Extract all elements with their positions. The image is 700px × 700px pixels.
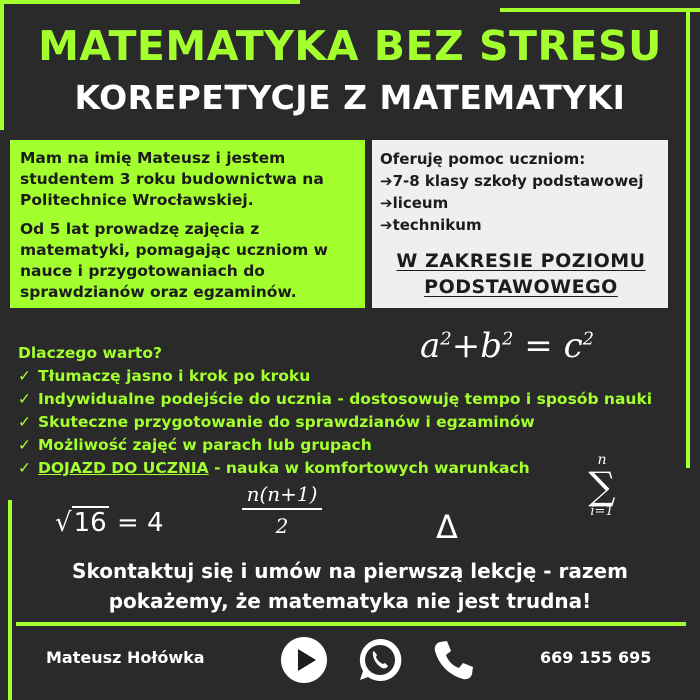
offer-item: ➔technikum bbox=[380, 216, 482, 234]
fraction-formula: $\frac{n(n+1)}{2}$ bbox=[242, 482, 322, 538]
check-icon: ✓ bbox=[18, 390, 31, 408]
pythagoras-formula: $a^2+b^2 = c^2$ bbox=[420, 326, 595, 366]
call-to-action: Skontaktuj się i umów na pierwszą lekcję - razem pokażemy, że matematyka nie jest trudna! bbox=[72, 559, 628, 613]
offer-item: ➔liceum bbox=[380, 194, 449, 212]
about-box bbox=[10, 140, 365, 308]
offer-range bbox=[380, 248, 662, 300]
offer-range-line2: PODSTAWOWEGO bbox=[424, 276, 618, 298]
frame-top-right bbox=[500, 8, 700, 12]
sqrt-formula: √16 = 4 bbox=[55, 508, 164, 538]
offer-box bbox=[372, 140, 668, 308]
why-heading: Dlaczego warto? bbox=[18, 344, 162, 362]
why-item: ✓ Skuteczne przygotowanie do sprawdzianów i egzaminów bbox=[18, 411, 688, 434]
why-item: ✓ DOJAZD DO UCZNIA - nauka w komfortowych warunkach bbox=[18, 457, 688, 480]
check-icon: ✓ bbox=[18, 459, 31, 477]
play-icon[interactable] bbox=[280, 636, 328, 684]
why-item: ✓ Tłumaczę jasno i krok po kroku bbox=[18, 365, 688, 388]
frame-bottom bbox=[16, 622, 686, 626]
phone-icon[interactable] bbox=[430, 636, 478, 684]
check-icon: ✓ bbox=[18, 367, 31, 385]
why-item: ✓ Możliwość zajęć w parach lub grupach bbox=[18, 434, 688, 457]
why-item: ✓ Indywidualne podejście do ucznia - dostosowuję tempo i sposób nauki bbox=[18, 388, 688, 411]
frame-left-bottom bbox=[8, 500, 12, 700]
offer-item: ➔7-8 klasy szkoły podstawowej bbox=[380, 172, 644, 190]
about-intro: Mam na imię Mateusz i jestem studentem 3 roku budownictwa na Politechnice Wrocławskiej. bbox=[20, 149, 324, 209]
page-title: MATEMATYKA BEZ STRESU bbox=[38, 22, 662, 70]
sigma-formula: n ∑ i=1 bbox=[588, 452, 616, 519]
check-icon: ✓ bbox=[18, 436, 31, 454]
frame-top-left bbox=[0, 0, 300, 4]
page-subtitle: KOREPETYCJE Z MATEMATYKI bbox=[74, 78, 626, 117]
offer-intro: Oferuję pomoc uczniom: bbox=[380, 150, 586, 168]
about-experience: Od 5 lat prowadzę zajęcia z matematyki, pomagając uczniom w nauce i przygotowaniach do sprawdzianów oraz egzaminów. bbox=[20, 220, 328, 301]
whatsapp-icon[interactable] bbox=[356, 636, 404, 684]
footer-phone: 669 155 695 bbox=[540, 648, 652, 667]
travel-highlight: DOJAZD DO UCZNIA bbox=[38, 459, 209, 477]
delta-symbol: Δ bbox=[436, 508, 458, 546]
footer-name: Mateusz Hołówka bbox=[46, 648, 205, 667]
offer-range-line1: W ZAKRESIE POZIOMU bbox=[396, 250, 646, 272]
check-icon: ✓ bbox=[18, 413, 31, 431]
